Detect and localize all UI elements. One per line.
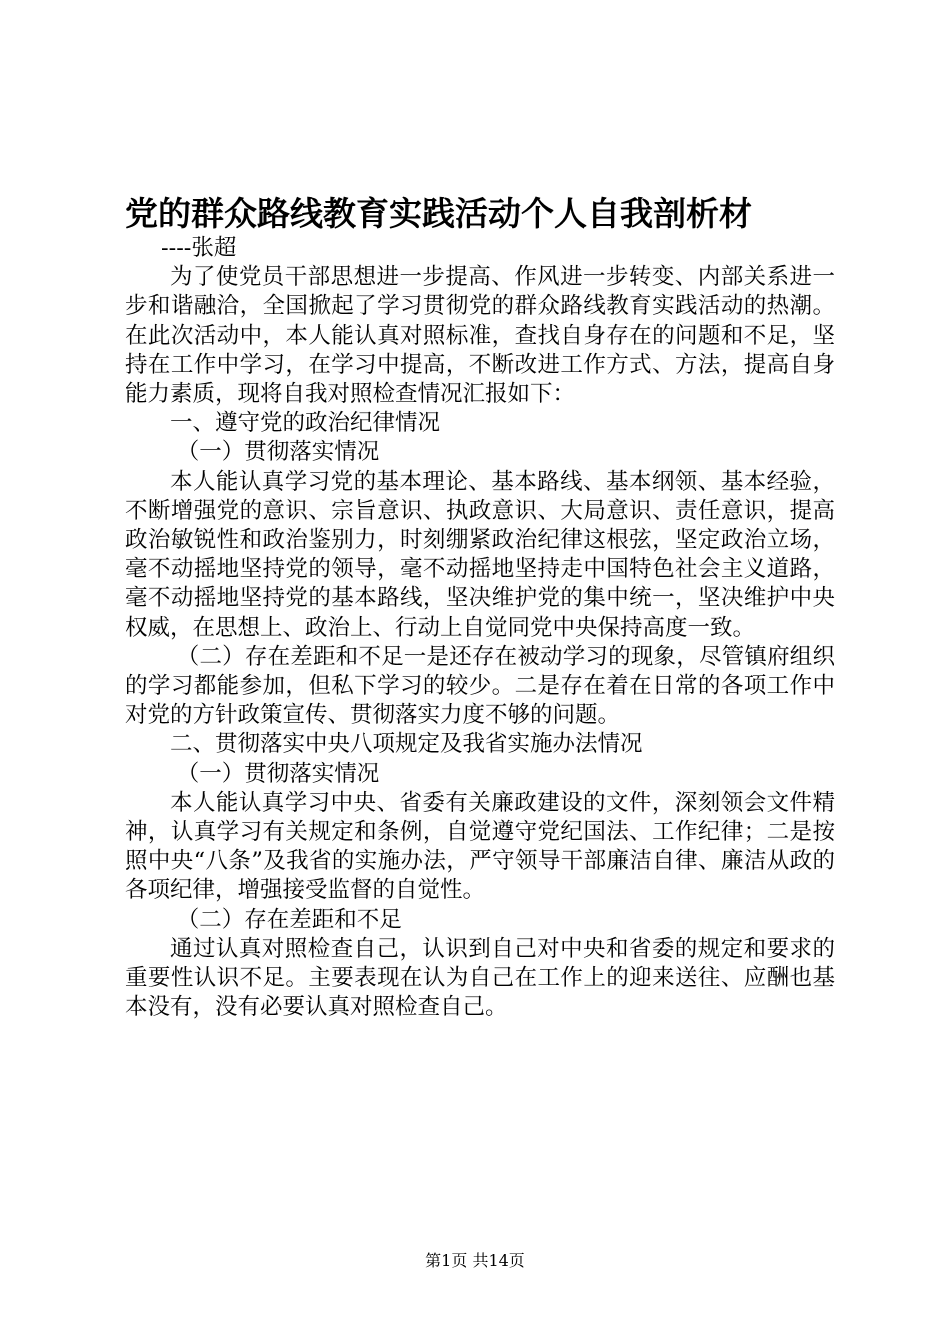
paragraph-1-2: （二）存在差距和不足一是还存在被动学习的现象，尽管镇府组织的学习都能参加，但私下学习的较少。二是存在着在日常的各项工作中对党的方针政策宣传、贯彻落实力度不够的问题。 <box>125 643 835 729</box>
document-title: 党的群众路线教育实践活动个人自我剖析材 <box>125 194 752 233</box>
paragraph-intro: 为了使党员干部思想进一步提高、作风进一步转变、内部关系进一步和谐融洽，全国掀起了学习贯彻党的群众路线教育实践活动的热潮。在此次活动中，本人能认真对照标准，查找自身存在的问题和不足，坚持在工作中学习，在学习中提高，不断改进工作方式、方法，提高自身能力素质，现将自我对照检查情况汇报如下： <box>125 264 835 408</box>
subsection-heading-1-1: （一）贯彻落实情况 <box>176 439 380 466</box>
section-heading-1: 一、遵守党的政治纪律情况 <box>170 410 441 437</box>
section-heading-2: 二、贯彻落实中央八项规定及我省实施办法情况 <box>170 731 643 758</box>
subsection-heading-2-2: （二）存在差距和不足 <box>176 906 402 933</box>
author-line: ----张超 <box>161 235 237 261</box>
paragraph-1-1: 本人能认真学习党的基本理论、基本路线、基本纲领、基本经验，不断增强党的意识、宗旨意识、执政意识、大局意识、责任意识，提高政治敏锐性和政治鉴别力，时刻绷紧政治纪律这根弦，坚定政治立场，毫不动摇地坚持党的领导，毫不动摇地坚持走中国特色社会主义道路，毫不动摇地坚持党的基本路线，坚决维护党的集中统一，坚决维护中央权威，在思想上、政治上、行动上自觉同党中央保持高度一致。 <box>125 468 835 641</box>
subsection-heading-2-1: （一）贯彻落实情况 <box>176 760 380 787</box>
paragraph-2-1: 本人能认真学习中央、省委有关廉政建设的文件，深刻领会文件精神，认真学习有关规定和条例，自觉遵守党纪国法、工作纪律；二是按照中央“八条”及我省的实施办法，严守领导干部廉洁自律、廉洁从政的各项纪律，增强接受监督的自觉性。 <box>125 789 835 904</box>
page-number-footer: 第1页 共14页 <box>425 1251 525 1270</box>
paragraph-2-2: 通过认真对照检查自己，认识到自己对中央和省委的规定和要求的重要性认识不足。主要表现在认为自己在工作上的迎来送往、应酬也基本没有，没有必要认真对照检查自己。 <box>125 935 835 1021</box>
document-body <box>125 234 835 1022</box>
